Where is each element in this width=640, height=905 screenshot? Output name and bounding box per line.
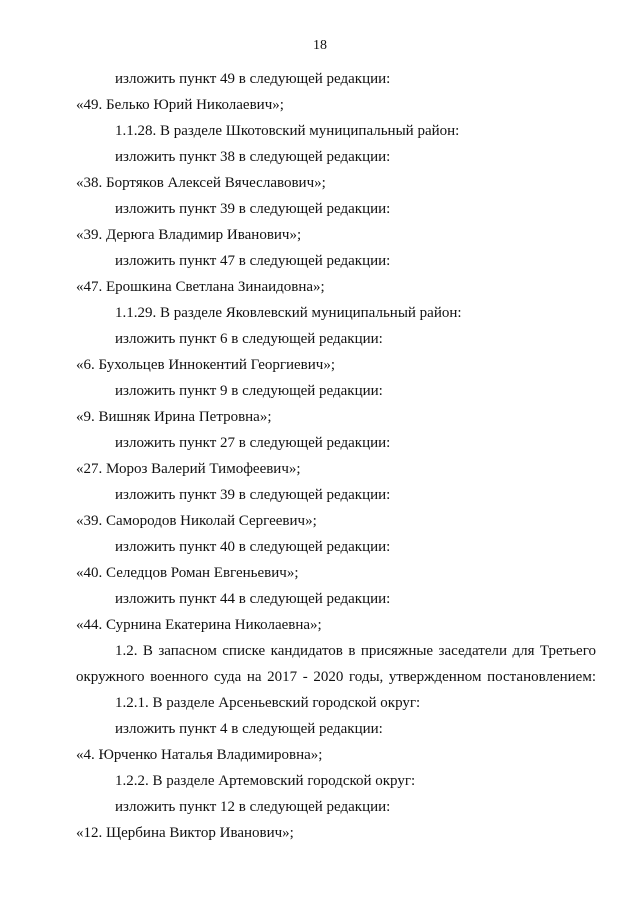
amend-instruction: изложить пункт 49 в следующей редакции: xyxy=(115,71,391,87)
section-heading: 1.1.28. В разделе Шкотовский муниципальный район: xyxy=(115,123,460,139)
amend-instruction: изложить пункт 27 в следующей редакции: xyxy=(115,435,391,451)
amend-instruction: изложить пункт 6 в следующей редакции: xyxy=(115,331,383,347)
amend-instruction: изложить пункт 40 в следующей редакции: xyxy=(115,539,391,555)
amend-instruction: изложить пункт 38 в следующей редакции: xyxy=(115,149,391,165)
amend-instruction: изложить пункт 39 в следующей редакции: xyxy=(115,201,391,217)
amend-instruction: изложить пункт 39 в следующей редакции: xyxy=(115,487,391,503)
paragraph-line: 1.2. В запасном списке кандидатов в присяжные заседатели для Третьего xyxy=(115,643,596,659)
amend-instruction: изложить пункт 12 в следующей редакции: xyxy=(115,799,391,815)
list-entry: «12. Щербина Виктор Иванович»; xyxy=(76,825,294,841)
list-entry: «6. Бухольцев Иннокентий Георгиевич»; xyxy=(76,357,336,373)
list-entry: «4. Юрченко Наталья Владимировна»; xyxy=(76,747,323,763)
page-number: 18 xyxy=(313,38,327,53)
list-entry: «49. Белько Юрий Николаевич»; xyxy=(76,97,284,113)
list-entry: «44. Сурнина Екатерина Николаевна»; xyxy=(76,617,322,633)
list-entry: «39. Самородов Николай Сергеевич»; xyxy=(76,513,317,529)
section-heading: 1.1.29. В разделе Яковлевский муниципальный район: xyxy=(115,305,462,321)
amend-instruction: изложить пункт 4 в следующей редакции: xyxy=(115,721,383,737)
document-body xyxy=(76,66,596,846)
section-heading: 1.2.2. В разделе Артемовский городской округ: xyxy=(115,773,416,789)
list-entry: «9. Вишняк Ирина Петровна»; xyxy=(76,409,272,425)
amend-instruction: изложить пункт 47 в следующей редакции: xyxy=(115,253,391,269)
list-entry: «40. Селедцов Роман Евгеньевич»; xyxy=(76,565,299,581)
list-entry: «27. Мороз Валерий Тимофеевич»; xyxy=(76,461,301,477)
amend-instruction: изложить пункт 9 в следующей редакции: xyxy=(115,383,383,399)
section-heading: 1.2.1. В разделе Арсеньевский городской округ: xyxy=(115,695,421,711)
paragraph-line: окружного военного суда на 2017 - 2020 годы, утвержденном постановлением: xyxy=(76,669,596,685)
amend-instruction: изложить пункт 44 в следующей редакции: xyxy=(115,591,391,607)
list-entry: «47. Ерошкина Светлана Зинаидовна»; xyxy=(76,279,325,295)
list-entry: «39. Дерюга Владимир Иванович»; xyxy=(76,227,302,243)
list-entry: «38. Бортяков Алексей Вячеславович»; xyxy=(76,175,326,191)
